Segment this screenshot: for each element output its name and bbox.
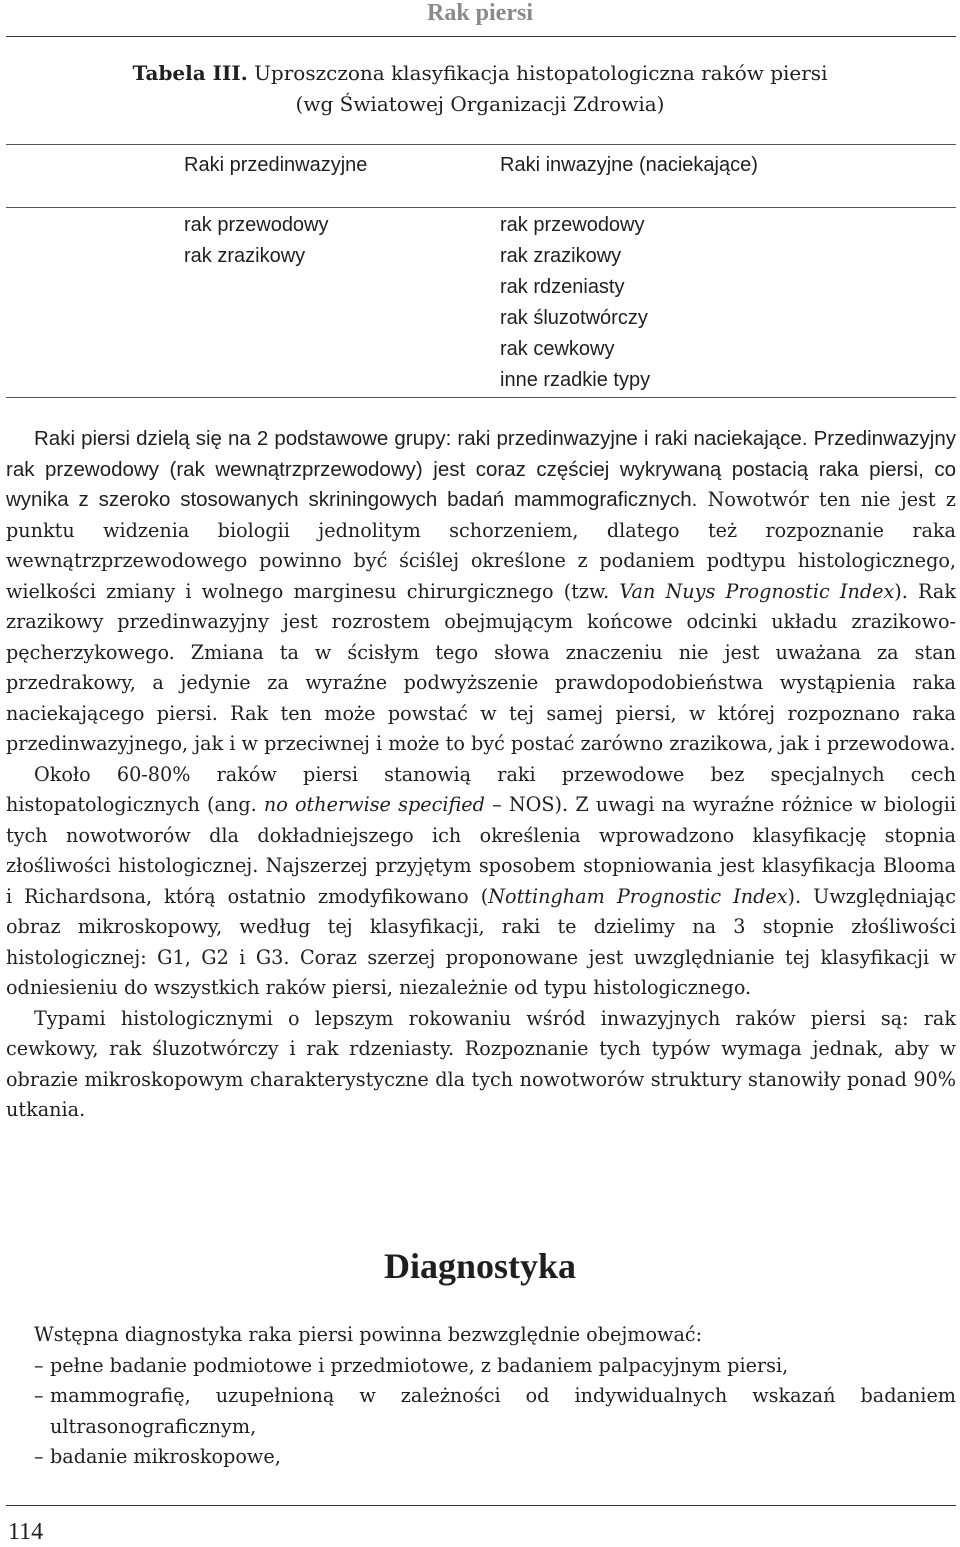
running-head: Rak piersi: [426, 0, 533, 26]
diagnostics-intro: Wstępna diagnostyka raka piersi powinna bezwzględnie obejmować:: [34, 1323, 703, 1346]
table-cell: rak rdzeniasty: [500, 276, 625, 298]
diagnostics-list: [6, 1351, 956, 1473]
page-number: 114: [8, 1519, 44, 1545]
list-item: – pełne badanie podmiotowe i przedmiotowe, z badaniem palpacyjnym piersi,: [6, 1351, 956, 1382]
table-column-preinvasive: [184, 210, 329, 272]
table-cell: rak zrazikowy: [500, 245, 622, 267]
table-cell: rak zrazikowy: [184, 245, 306, 267]
table-header-rule: [6, 207, 956, 208]
body-text: [6, 424, 956, 1126]
footer-rule: [6, 1505, 956, 1506]
table-cell: inne rzadkie typy: [500, 369, 651, 391]
list-dash: –: [34, 1445, 44, 1468]
paragraph-3: Typami histologicznymi o lepszym rokowaniu wśród inwazyjnych raków piersi są: rak cewkowy, rak śluzotwórczy i rak rdzeniasty. Rozpoznanie tych typów wymaga jednak, aby w obrazie mikroskopowym charakterystyczne dla tych nowotworów struktury stanowiły ponad 90% utkania.: [6, 1006, 956, 1121]
list-item: – mammografię, uzupełnioną w zależności od indywidualnych wskazań badaniem ultrasonograficznym,: [6, 1381, 956, 1442]
table-header-right: Raki inwazyjne (naciekające): [500, 154, 758, 176]
table-caption-title: Uproszczona klasyfikacja histopatologiczna raków piersi: [254, 61, 828, 85]
paragraph-1: Raki piersi dzielą się na 2 podstawowe grupy: raki przedinwazyjne i raki naciekające. Przedinwazyjny rak przewodowy (rak wewnątrzprzewodowy) jest coraz częściej wykrywaną postacią raka piersi, co wynika z szeroko stosowanych skriningowych badań mammograficznych. Nowotwór ten nie jest z punktu widzenia biologii jednolitym schorzeniem, dlatego też rozpoznanie raka wewnątrzprzewodowego powinno być ściślej określone z podaniem podtypu histologicznego, wielkości zmiany i wolnego marginesu chirurgicznego (tzw. Van Nuys Prognostic Index). Rak zrazikowy przedinwazyjny jest rozrostem obejmującym końcowe odcinki układu zrazikowo-pęcherzykowego. Zmiana ta w ścisłym tego słowa znaczeniu nie jest uważana za stan przedrakowy, a jedynie za wyraźne podwyższenie prawdopodobieństwa wystąpienia raka naciekającego piersi. Rak ten może powstać w tej samej piersi, w której rozpoznano raka przedinwazyjnego, jak i w przeciwnej i może to być postać zarówno zrazikowa, jak i przewodowa.: [6, 427, 956, 755]
table-header-left: Raki przedinwazyjne: [184, 154, 368, 176]
table-caption-subtitle: (wg Światowej Organizacji Zdrowia): [295, 92, 665, 116]
table-cell: rak przewodowy: [184, 214, 329, 236]
list-item: – badanie mikroskopowe,: [6, 1442, 956, 1473]
table-cell: rak śluzotwórczy: [500, 307, 648, 329]
table-caption-label: Tabela III.: [132, 61, 248, 85]
list-dash: –: [34, 1384, 44, 1407]
table-caption: [0, 58, 960, 120]
header-rule: [6, 36, 956, 37]
table-cell: rak cewkowy: [500, 338, 615, 360]
list-dash: –: [34, 1353, 44, 1377]
table-cell: rak przewodowy: [500, 214, 645, 236]
diagnostics-section: [6, 1320, 956, 1473]
table-top-rule: [6, 144, 956, 145]
section-title: Diagnostyka: [383, 1246, 577, 1286]
table-column-invasive: [500, 210, 650, 396]
table-bottom-rule: [6, 397, 956, 398]
paragraph-2: Około 60-80% raków piersi stanowią raki przewodowe bez specjalnych cech histopatologicznych (ang. no otherwise specified – NOS). Z uwagi na wyraźne różnice w biologii tych nowotworów dla dokładniejszego ich określenia wprowadzono klasyfikację stopnia złośliwości histologicznej. Najszerzej przyjętym sposobem stopniowania jest klasyfikacja Blooma i Richardsona, którą ostatnio zmodyfikowano (Nottingham Prognostic Index). Uwzględniając obraz mikroskopowy, według tej klasyfikacji, raki te dzielimy na 3 stopnie złośliwości histologicznej: G1, G2 i G3. Coraz szerzej proponowane jest uwzględnianie tej klasyfikacji w odniesieniu do wszystkich raków piersi, niezależnie od typu histologicznego.: [6, 762, 957, 999]
